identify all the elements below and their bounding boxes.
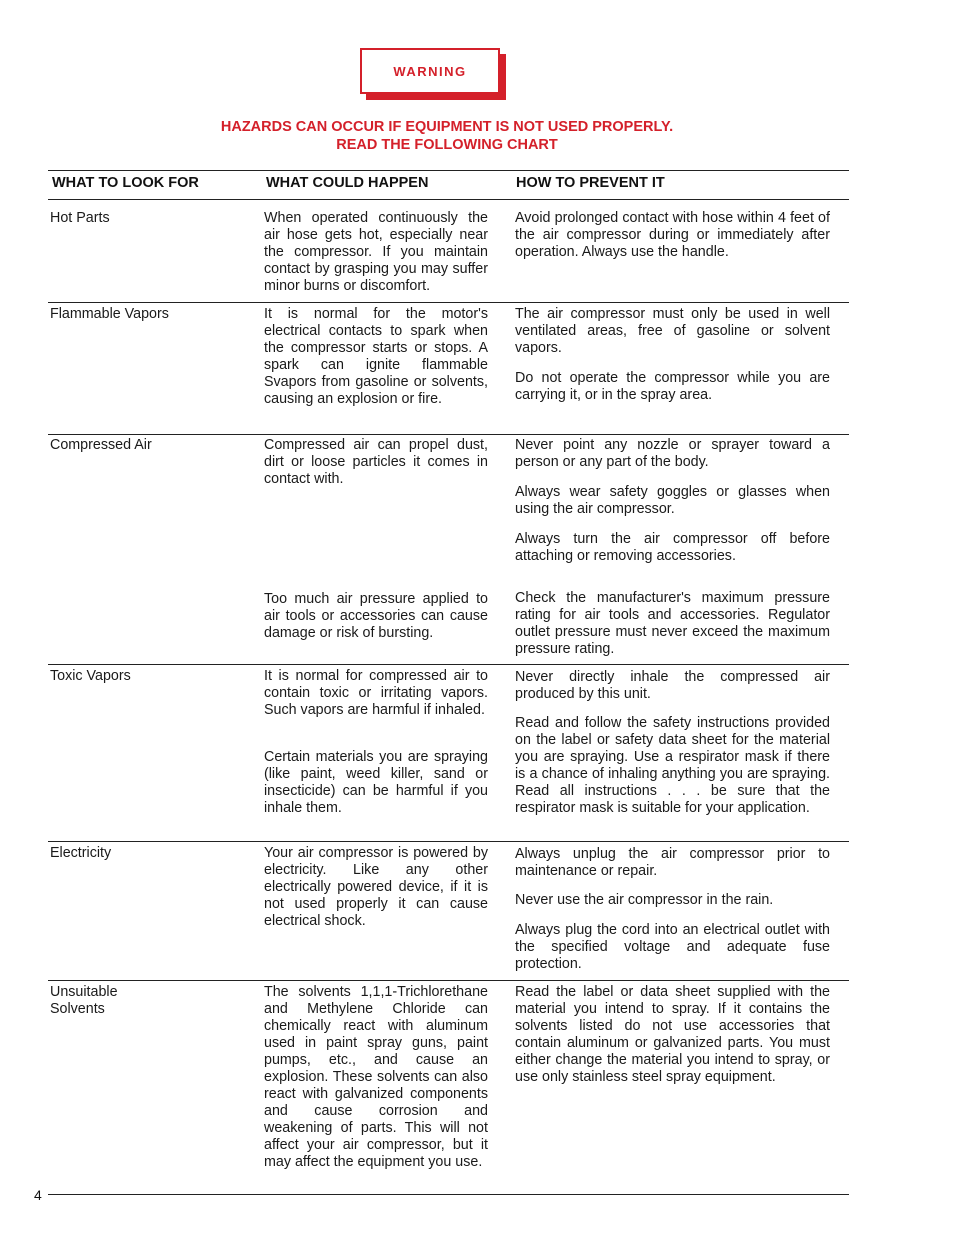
row-flammable-vapors-prevent-1: The air compressor must only be used in well ventilated areas, free of gasoline or solvent vapors.	[515, 306, 830, 356]
header-how-to-prevent-it: HOW TO PREVENT IT	[516, 175, 665, 191]
row-compressed-air-prevent-4: Check the manufacturer's maximum pressure rating for air tools and accessories. Regulator outlet pressure must never exceed the maximum pressure rating.	[515, 590, 830, 657]
row-electricity-label: Electricity	[50, 845, 112, 861]
row-flammable-vapors-label: Flammable Vapors	[50, 306, 169, 322]
row-compressed-air-prevent-2: Always wear safety goggles or glasses when using the air compressor.	[515, 484, 830, 517]
row-hot-parts-label: Hot Parts	[50, 210, 110, 226]
row-unsuitable-solvents-happen: The solvents 1,1,1-Trichlorethane and Methylene Chloride can chemically react with aluminum used in paint spray guns, paint pumps, etc., and cause an explosion. These solvents can also react with galvanized components and cause corrosion and weakening of parts. This will not affect your air compressor, but it may affect the equipment you use.	[264, 984, 488, 1170]
row-unsuitable-solvents-prevent: Read the label or data sheet supplied with the material you intend to spray. If it contains the solvents listed do not use accessories that contain aluminum or galvanized parts. You must either change the material you intend to spray, or use only stainless steel spray equipment.	[515, 984, 830, 1085]
page-number: 4	[34, 1187, 42, 1203]
row-rule	[48, 980, 849, 981]
row-toxic-vapors-happen-2: Certain materials you are spraying (like paint, weed killer, sand or insecticide) can be harmful if you inhale them.	[264, 749, 488, 816]
header-rule	[48, 199, 849, 200]
row-hot-parts-prevent: Avoid prolonged contact with hose within 4 feet of the air compressor during or immediately after operation. Always use the handle.	[515, 210, 830, 260]
header-what-to-look-for: WHAT TO LOOK FOR	[52, 175, 199, 191]
row-electricity-prevent-3: Always plug the cord into an electrical outlet with the specified voltage and adequate fuse protection.	[515, 922, 830, 972]
table-top-rule	[48, 170, 849, 171]
row-rule	[48, 664, 849, 665]
row-toxic-vapors-happen-1: It is normal for compressed air to contain toxic or irritating vapors. Such vapors are harmful if inhaled.	[264, 668, 488, 718]
hazard-subheadline: READ THE FOLLOWING CHART	[336, 137, 558, 153]
footer-rule	[48, 1194, 849, 1195]
row-flammable-vapors-happen: It is normal for the motor's electrical contacts to spark when the compressor starts or stops. A spark can ignite flammable Svapors from gasoline or solvents, causing an explosion or fire.	[264, 306, 488, 407]
row-compressed-air-happen-1: Compressed air can propel dust, dirt or loose particles it comes in contact with.	[264, 437, 488, 487]
header-what-could-happen: WHAT COULD HAPPEN	[266, 175, 429, 191]
row-unsuitable-solvents-label: Unsuitable Solvents	[50, 984, 118, 1017]
row-electricity-happen: Your air compressor is powered by electricity. Like any other electrically powered device, if it is not used properly it can cause electrical shock.	[264, 845, 488, 929]
row-rule	[48, 434, 849, 435]
row-rule	[48, 841, 849, 842]
row-compressed-air-label: Compressed Air	[50, 437, 152, 453]
row-toxic-vapors-prevent-1: Never directly inhale the compressed air produced by this unit.	[515, 669, 830, 702]
row-electricity-prevent-2: Never use the air compressor in the rain.	[515, 892, 774, 908]
warning-label: WARNING	[393, 63, 467, 79]
row-hot-parts-happen: When operated continuously the air hose gets hot, especially near the compressor. If you maintain contact by grasping you may suffer minor burns or discomfort.	[264, 210, 488, 294]
row-compressed-air-prevent-1: Never point any nozzle or sprayer toward a person or any part of the body.	[515, 437, 830, 470]
warning-box	[360, 48, 500, 94]
row-toxic-vapors-label: Toxic Vapors	[50, 668, 131, 684]
row-compressed-air-prevent-3: Always turn the air compressor off before attaching or removing accessories.	[515, 531, 830, 564]
row-flammable-vapors-prevent-2: Do not operate the compressor while you are carrying it, or in the spray area.	[515, 370, 830, 403]
hazard-headline: HAZARDS CAN OCCUR IF EQUIPMENT IS NOT USED PROPERLY.	[220, 119, 674, 135]
row-rule	[48, 302, 849, 303]
row-toxic-vapors-prevent-2: Read and follow the safety instructions provided on the label or safety data sheet for the material you are spraying. Use a respirator mask if there is a chance of inhaling anything you are spraying. Read all instructions . . . be sure that the respirator mask is suitable for your application.	[515, 715, 830, 816]
row-electricity-prevent-1: Always unplug the air compressor prior to maintenance or repair.	[515, 846, 830, 879]
row-compressed-air-happen-2: Too much air pressure applied to air tools or accessories can cause damage or risk of bursting.	[264, 591, 488, 641]
